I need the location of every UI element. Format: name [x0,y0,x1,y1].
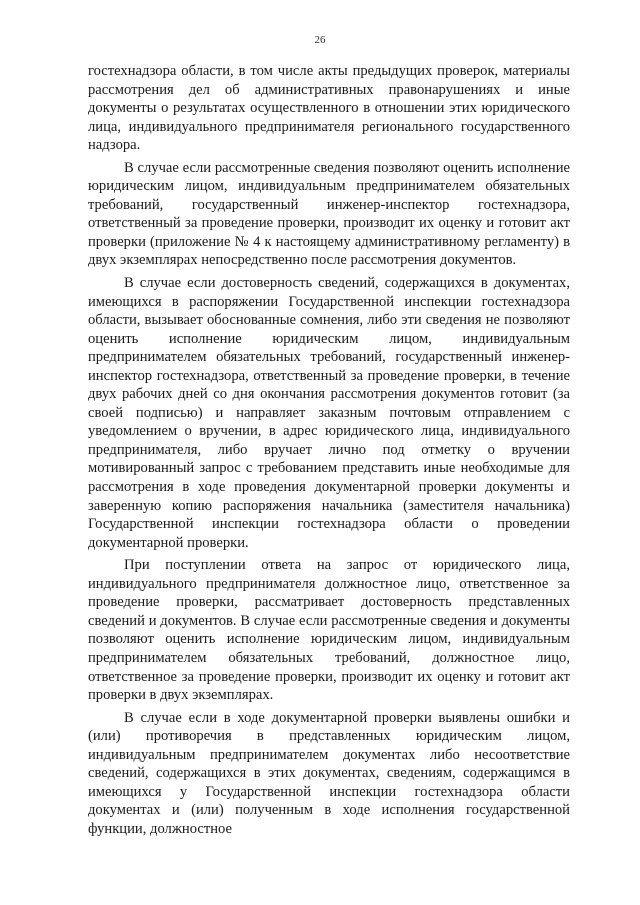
paragraph-response: При поступлении ответа на запрос от юридического лица, индивидуального предпринимателя должностное лицо, ответственное за проведение проверки, рассматривает достоверность представленных сведений и документов. В случае если рассмотренные сведения и документы позволяют оценить исполнение юридическим лицом, индивидуальным предпринимателем обязательных требований, должностное лицо, ответственное за проведение проверки, производит их оценку и готовит акт проверки в двух экземплярах. [88,557,570,704]
page-number: 26 [314,34,326,46]
document-body [88,62,570,838]
paragraph-request: В случае если достоверность сведений, содержащихся в документах, имеющихся в распоряжении Государственной инспекции гостехнадзора области, вызывает обоснованные сомнения, либо эти сведения не позволяют оценить исполнение юридическим лицом, индивидуальным предпринимателем обязательных требований, государственный инженер-инспектор гостехнадзора, ответственный за проведение проверки, в течение двух рабочих дней со дня окончания рассмотрения документов готовит (за своей подписью) и направляет заказным почтовым отправлением с уведомлением о вручении, в адрес юридического лица, индивидуального предпринимателя, либо вручает лично под отметку о вручении мотивированный запрос с требованием представить иные необходимые для рассмотрения в ходе проведения документарной проверки документы и заверенную копию распоряжения начальника (заместителя начальника) Государственной инспекции гостехнадзора области о проведении документарной проверки. [88,275,570,551]
paragraph-continuation: гостехнадзора области, в том числе акты предыдущих проверок, материалы рассмотрения дел об административных правонарушениях и иные документы о результатах осуществленного в отношении этих юридического лица, индивидуального предпринимателя регионального государственного надзора. [88,63,570,154]
paragraph-assessment: В случае если рассмотренные сведения позволяют оценить исполнение юридическим лицом, индивидуальным предпринимателем обязательных требований, государственный инженер-инспектор гостехнадзора, ответственный за проведение проверки, производит их оценку и готовит акт проверки (приложение № 4 к настоящему административному регламенту) в двух экземплярах непосредственно после рассмотрения документов. [88,159,570,269]
paragraph-errors: В случае если в ходе документарной проверки выявлены ошибки и (или) противоречия в представленных юридическим лицом, индивидуальным предпринимателем документах либо несоответствие сведений, содержащихся в этих документах, сведениям, содержащимся в имеющихся у Государственной инспекции гостехнадзора области документах и (или) полученным в ходе исполнения государственной функции, должностное [88,709,570,837]
